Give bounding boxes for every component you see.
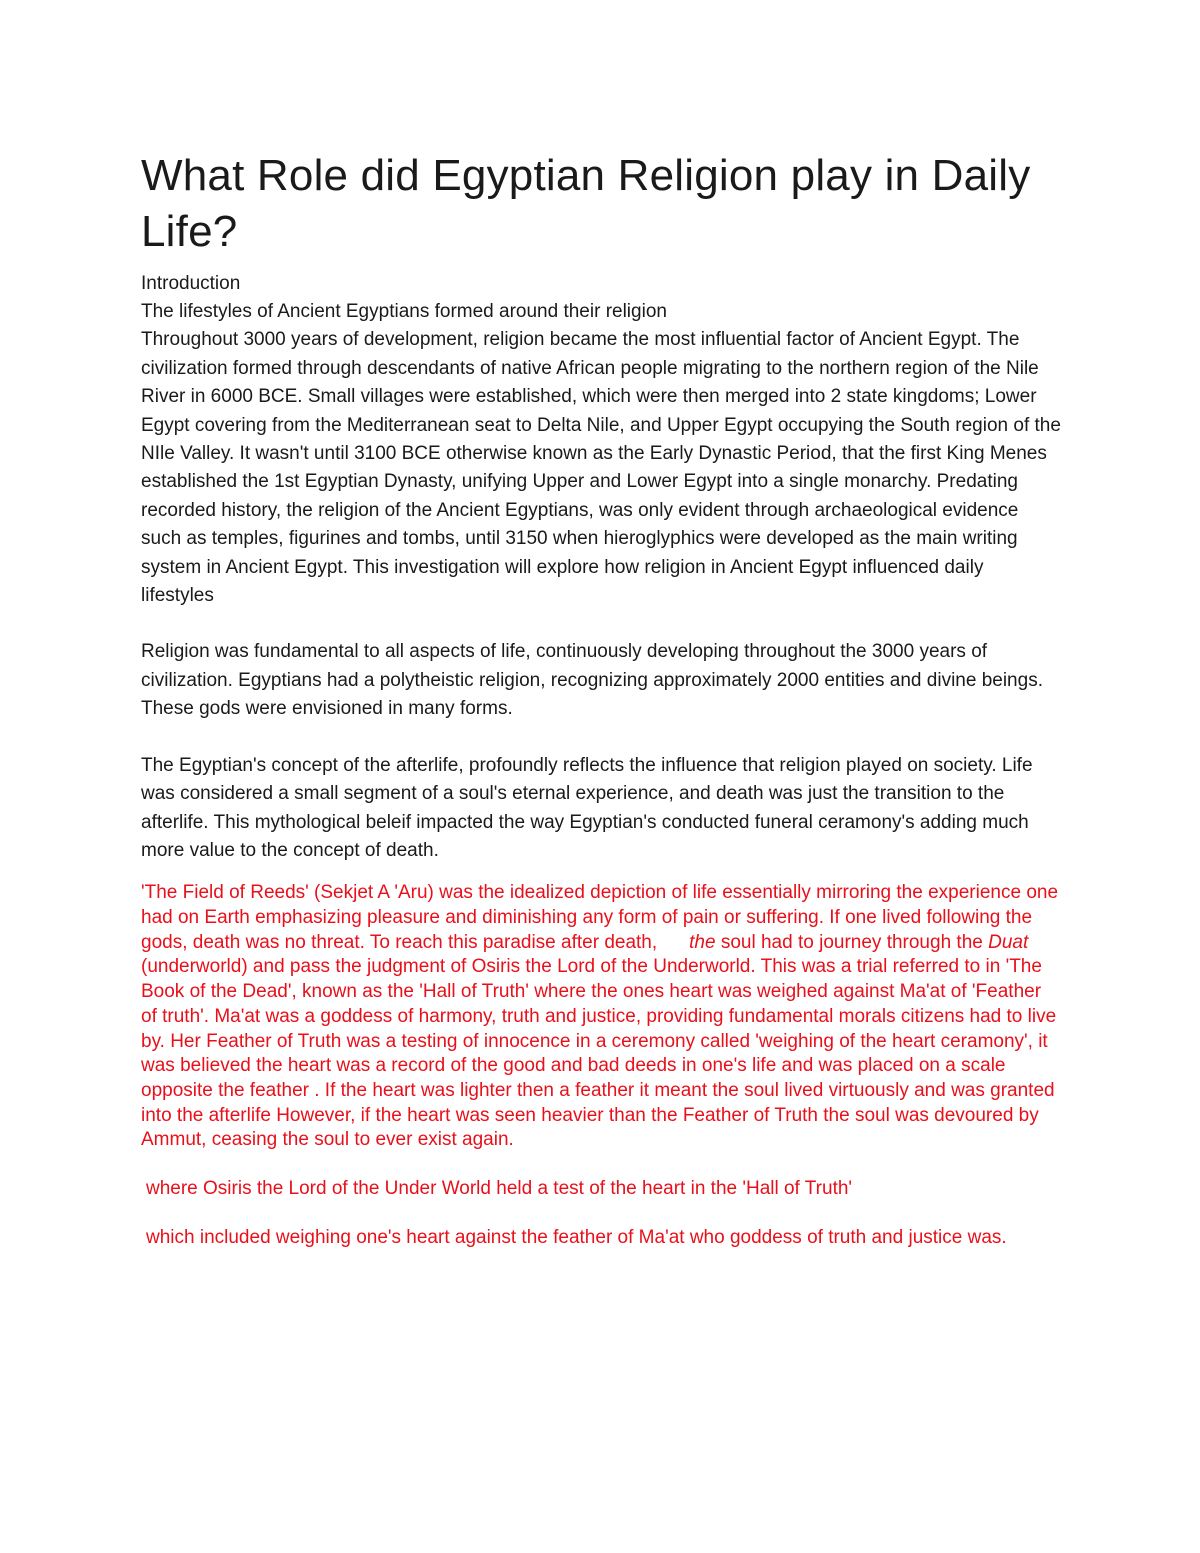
intro-subtitle: The lifestyles of Ancient Egyptians formed around their religion	[141, 301, 667, 322]
intro-paragraph: Throughout 3000 years of development, religion became the most influential factor of Ancient Egypt. The civilization formed through descendants of native African people migrating to the northern region of the Nile River in 6000 BCE. Small villages were established, which were then merged into 2 state kingdoms; Lower Egypt covering from the Mediterranean seat to Delta Nile, and Upper Egypt occupying the South region of the NIle Valley. It wasn't until 3100 BCE otherwise known as the Early Dynastic Period, that the first King Menes established the 1st Egyptian Dynasty, unifying Upper and Lower Egypt into a single monarchy. Predating recorded history, the religion of the Ancient Egyptians, was only evident through archaeological evidence such as temples, figurines and tombs, until 3150 when hieroglyphics were developed as the main writing system in Ancient Egypt. This investigation will explore how religion in Ancient Egypt influenced daily lifestyles	[141, 329, 1061, 607]
red-text-part-3: (underworld) and pass the judgment of Osiris the Lord of the Underworld. This was a trial referred to in 'The Book of the Dead', known as the 'Hall of Truth' where the ones heart was weighed against Ma'at of 'Feather of truth'. Ma'at was a goddess of harmony, truth and justice, providing fundamental morals citizens had to live by. Her Feather of Truth was a testing of innocence in a ceremony called 'weighing of the heart ceramony', it was believed the heart was a record of the good and bad deeds in one's life and was placed on a scale opposite the feather . If the heart was lighter then a feather it meant the soul lived virtuously and was granted into the afterlife However, if the heart was seen heavier than the Feather of Truth the soul was devoured by Ammut, ceasing the soul to ever exist again.	[141, 956, 1057, 1151]
red-text-part-2: soul had to journey through the	[715, 931, 989, 953]
osiris-line: where Osiris the Lord of the Under World held a test of the heart in the 'Hall of Truth'	[146, 1178, 853, 1200]
red-text-part-1: 'The Field of Reeds' (Sekjet A 'Aru) was the idealized depiction of life essentially mirroring the experience one had on Earth emphasizing pleasure and diminishing any form of pain or suffering. If one lived following the gods, death was no threat. To reach this paradise after death,	[141, 882, 1059, 953]
maat-line	[141, 1226, 1061, 1251]
document-page	[141, 148, 1061, 1250]
maat-line-text: which included weighing one's heart against the feather of Ma'at who goddess of truth and justice was.	[146, 1226, 1007, 1248]
paragraph-gap	[141, 724, 1061, 752]
field-of-reeds-paragraph	[141, 881, 1061, 1153]
document-title: What Role did Egyptian Religion play in Daily Life?	[141, 151, 1031, 256]
red-text-italic-duat: Duat	[988, 931, 1029, 953]
intro-heading: Introduction	[141, 273, 241, 294]
religion-paragraph: Religion was fundamental to all aspects of life, continuously developing throughout the 3000 years of civilization. Egyptians had a polytheistic religion, recognizing approximately 2000 entities and divine beings. These gods were envisioned in many forms.	[141, 641, 1043, 720]
afterlife-paragraph: The Egyptian's concept of the afterlife, profoundly reflects the influence that religion played on society. Life was considered a small segment of a soul's eternal experience, and death was just the transition to the afterlife. This mythological beleif impacted the way Egyptian's conducted funeral ceramony's adding much more value to the concept of death.	[141, 754, 1033, 861]
red-text-italic-the: the	[689, 931, 716, 953]
paragraph-gap	[141, 610, 1061, 638]
